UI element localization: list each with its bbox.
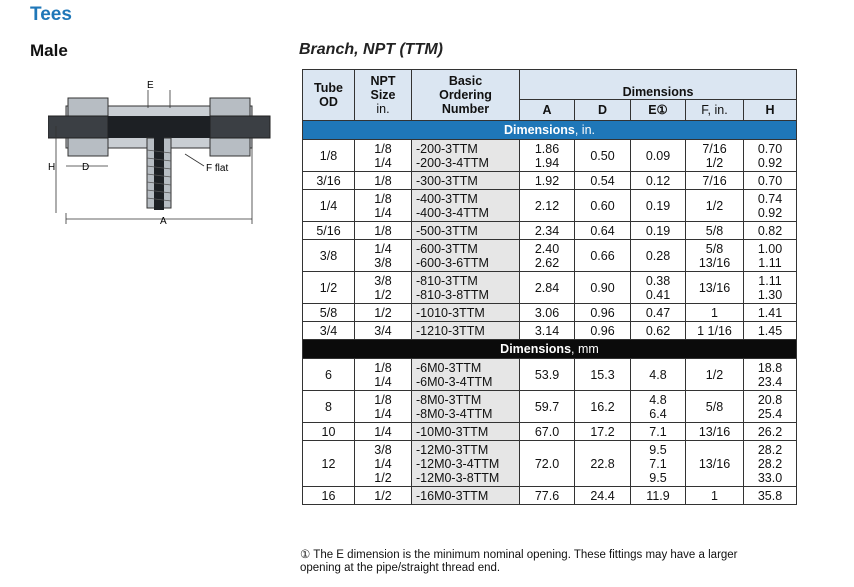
table-row [303, 487, 797, 505]
cell-e: 0.09 [631, 140, 686, 172]
cell-a: 67.0 [520, 423, 575, 441]
cell-d: 0.66 [575, 240, 631, 272]
cell-h: 18.8 23.4 [744, 359, 797, 391]
cell-od: 12 [303, 441, 355, 487]
cell-e: 9.5 7.1 9.5 [631, 441, 686, 487]
cell-num: -10M0-3TTM [412, 423, 520, 441]
cell-h: 26.2 [744, 423, 797, 441]
cell-e: 11.9 [631, 487, 686, 505]
cell-od: 3/16 [303, 172, 355, 190]
cell-f: 7/16 1/2 [686, 140, 744, 172]
cell-num: -500-3TTM [412, 222, 520, 240]
cell-num: -8M0-3TTM -8M0-3-4TTM [412, 391, 520, 423]
cell-num: -200-3TTM -200-3-4TTM [412, 140, 520, 172]
cell-npt: 1/2 [355, 487, 412, 505]
cell-num: -600-3TTM -600-3-6TTM [412, 240, 520, 272]
cell-d: 0.64 [575, 222, 631, 240]
cell-num: -810-3TTM -810-3-8TTM [412, 272, 520, 304]
cell-npt: 1/8 1/4 [355, 391, 412, 423]
cell-npt: 1/4 3/8 [355, 240, 412, 272]
cell-e: 0.47 [631, 304, 686, 322]
cell-f: 1 1/16 [686, 322, 744, 340]
table-row [303, 140, 797, 172]
cell-e: 0.19 [631, 190, 686, 222]
cell-f: 5/8 [686, 391, 744, 423]
cell-npt: 3/8 1/2 [355, 272, 412, 304]
cell-a: 2.40 2.62 [520, 240, 575, 272]
cell-h: 0.70 0.92 [744, 140, 797, 172]
header-a: A [520, 100, 575, 121]
table-title: Branch, NPT (TTM) [299, 41, 443, 58]
table-row [303, 172, 797, 190]
cell-npt: 1/8 [355, 172, 412, 190]
cell-num: -12M0-3TTM -12M0-3-4TTM -12M0-3-8TTM [412, 441, 520, 487]
cell-d: 0.54 [575, 172, 631, 190]
cell-d: 15.3 [575, 359, 631, 391]
cell-num: -1210-3TTM [412, 322, 520, 340]
cell-h: 0.70 [744, 172, 797, 190]
cell-a: 2.84 [520, 272, 575, 304]
cell-npt: 1/8 1/4 [355, 359, 412, 391]
cell-h: 1.45 [744, 322, 797, 340]
cell-od: 5/16 [303, 222, 355, 240]
header-f: F, in. [686, 100, 744, 121]
cell-h: 1.00 1.11 [744, 240, 797, 272]
cell-a: 2.34 [520, 222, 575, 240]
cell-d: 24.4 [575, 487, 631, 505]
cell-f: 1 [686, 487, 744, 505]
cell-a: 59.7 [520, 391, 575, 423]
cell-d: 0.60 [575, 190, 631, 222]
cell-f: 13/16 [686, 423, 744, 441]
cell-d: 0.50 [575, 140, 631, 172]
cell-a: 1.92 [520, 172, 575, 190]
tee-fitting-diagram [48, 78, 273, 228]
header-dimensions: Dimensions [520, 70, 797, 100]
header-h: H [744, 100, 797, 121]
cell-npt: 1/8 1/4 [355, 190, 412, 222]
cell-e: 4.8 6.4 [631, 391, 686, 423]
subsection-title: Male [30, 41, 68, 60]
table-row [303, 423, 797, 441]
cell-a: 1.86 1.94 [520, 140, 575, 172]
cell-f: 1/2 [686, 190, 744, 222]
cell-e: 0.62 [631, 322, 686, 340]
table-row [303, 240, 797, 272]
cell-h: 35.8 [744, 487, 797, 505]
cell-e: 0.38 0.41 [631, 272, 686, 304]
cell-h: 1.41 [744, 304, 797, 322]
cell-d: 22.8 [575, 441, 631, 487]
cell-e: 0.28 [631, 240, 686, 272]
cell-od: 10 [303, 423, 355, 441]
cell-f: 1/2 [686, 359, 744, 391]
diagram-label-e: E [147, 80, 154, 91]
cell-od: 1/2 [303, 272, 355, 304]
cell-h: 20.8 25.4 [744, 391, 797, 423]
cell-d: 17.2 [575, 423, 631, 441]
cell-npt: 1/4 [355, 423, 412, 441]
cell-f: 13/16 [686, 441, 744, 487]
cell-od: 3/4 [303, 322, 355, 340]
cell-a: 3.06 [520, 304, 575, 322]
cell-e: 0.12 [631, 172, 686, 190]
diagram-label-a: A [160, 216, 167, 227]
cell-num: -300-3TTM [412, 172, 520, 190]
table-row [303, 190, 797, 222]
cell-npt: 1/8 [355, 222, 412, 240]
cell-num: -1010-3TTM [412, 304, 520, 322]
cell-a: 77.6 [520, 487, 575, 505]
header-npt-size: NPT Size in. [355, 70, 412, 121]
diagram-label-f: F flat [206, 163, 229, 174]
table-row [303, 272, 797, 304]
cell-num: -16M0-3TTM [412, 487, 520, 505]
section-band-inches: Dimensions, in. [303, 121, 797, 140]
table-row [303, 322, 797, 340]
cell-e: 7.1 [631, 423, 686, 441]
cell-d: 0.90 [575, 272, 631, 304]
cell-od: 16 [303, 487, 355, 505]
cell-d: 16.2 [575, 391, 631, 423]
cell-a: 2.12 [520, 190, 575, 222]
table-row [303, 441, 797, 487]
cell-e: 4.8 [631, 359, 686, 391]
cell-od: 1/8 [303, 140, 355, 172]
cell-od: 3/8 [303, 240, 355, 272]
cell-d: 0.96 [575, 322, 631, 340]
diagram-label-d: D [82, 162, 90, 173]
table-row [303, 304, 797, 322]
cell-h: 0.82 [744, 222, 797, 240]
cell-h: 0.74 0.92 [744, 190, 797, 222]
cell-h: 1.11 1.30 [744, 272, 797, 304]
cell-f: 5/8 13/16 [686, 240, 744, 272]
section-band-mm: Dimensions, mm [303, 340, 797, 359]
cell-num: -6M0-3TTM -6M0-3-4TTM [412, 359, 520, 391]
cell-num: -400-3TTM -400-3-4TTM [412, 190, 520, 222]
cell-od: 6 [303, 359, 355, 391]
table-row [303, 391, 797, 423]
header-tube-od: Tube OD [303, 70, 355, 121]
cell-a: 53.9 [520, 359, 575, 391]
header-e: E① [631, 100, 686, 121]
cell-f: 7/16 [686, 172, 744, 190]
cell-a: 72.0 [520, 441, 575, 487]
section-title: Tees [30, 4, 72, 25]
cell-npt: 1/8 1/4 [355, 140, 412, 172]
cell-od: 5/8 [303, 304, 355, 322]
cell-a: 3.14 [520, 322, 575, 340]
cell-f: 1 [686, 304, 744, 322]
cell-d: 0.96 [575, 304, 631, 322]
cell-od: 8 [303, 391, 355, 423]
table-row [303, 359, 797, 391]
cell-f: 13/16 [686, 272, 744, 304]
cell-e: 0.19 [631, 222, 686, 240]
cell-od: 1/4 [303, 190, 355, 222]
footnote: ① The E dimension is the minimum nominal opening. These fittings may have a larger opening at the pipe/straight thread end. [300, 549, 738, 574]
header-ordering-number: Basic Ordering Number [412, 70, 520, 121]
diagram-label-h: H [48, 162, 56, 173]
cell-npt: 1/2 [355, 304, 412, 322]
cell-h: 28.2 28.2 33.0 [744, 441, 797, 487]
cell-npt: 3/4 [355, 322, 412, 340]
table-row [303, 222, 797, 240]
header-d: D [575, 100, 631, 121]
cell-f: 5/8 [686, 222, 744, 240]
ordering-table [302, 69, 797, 505]
cell-npt: 3/8 1/4 1/2 [355, 441, 412, 487]
